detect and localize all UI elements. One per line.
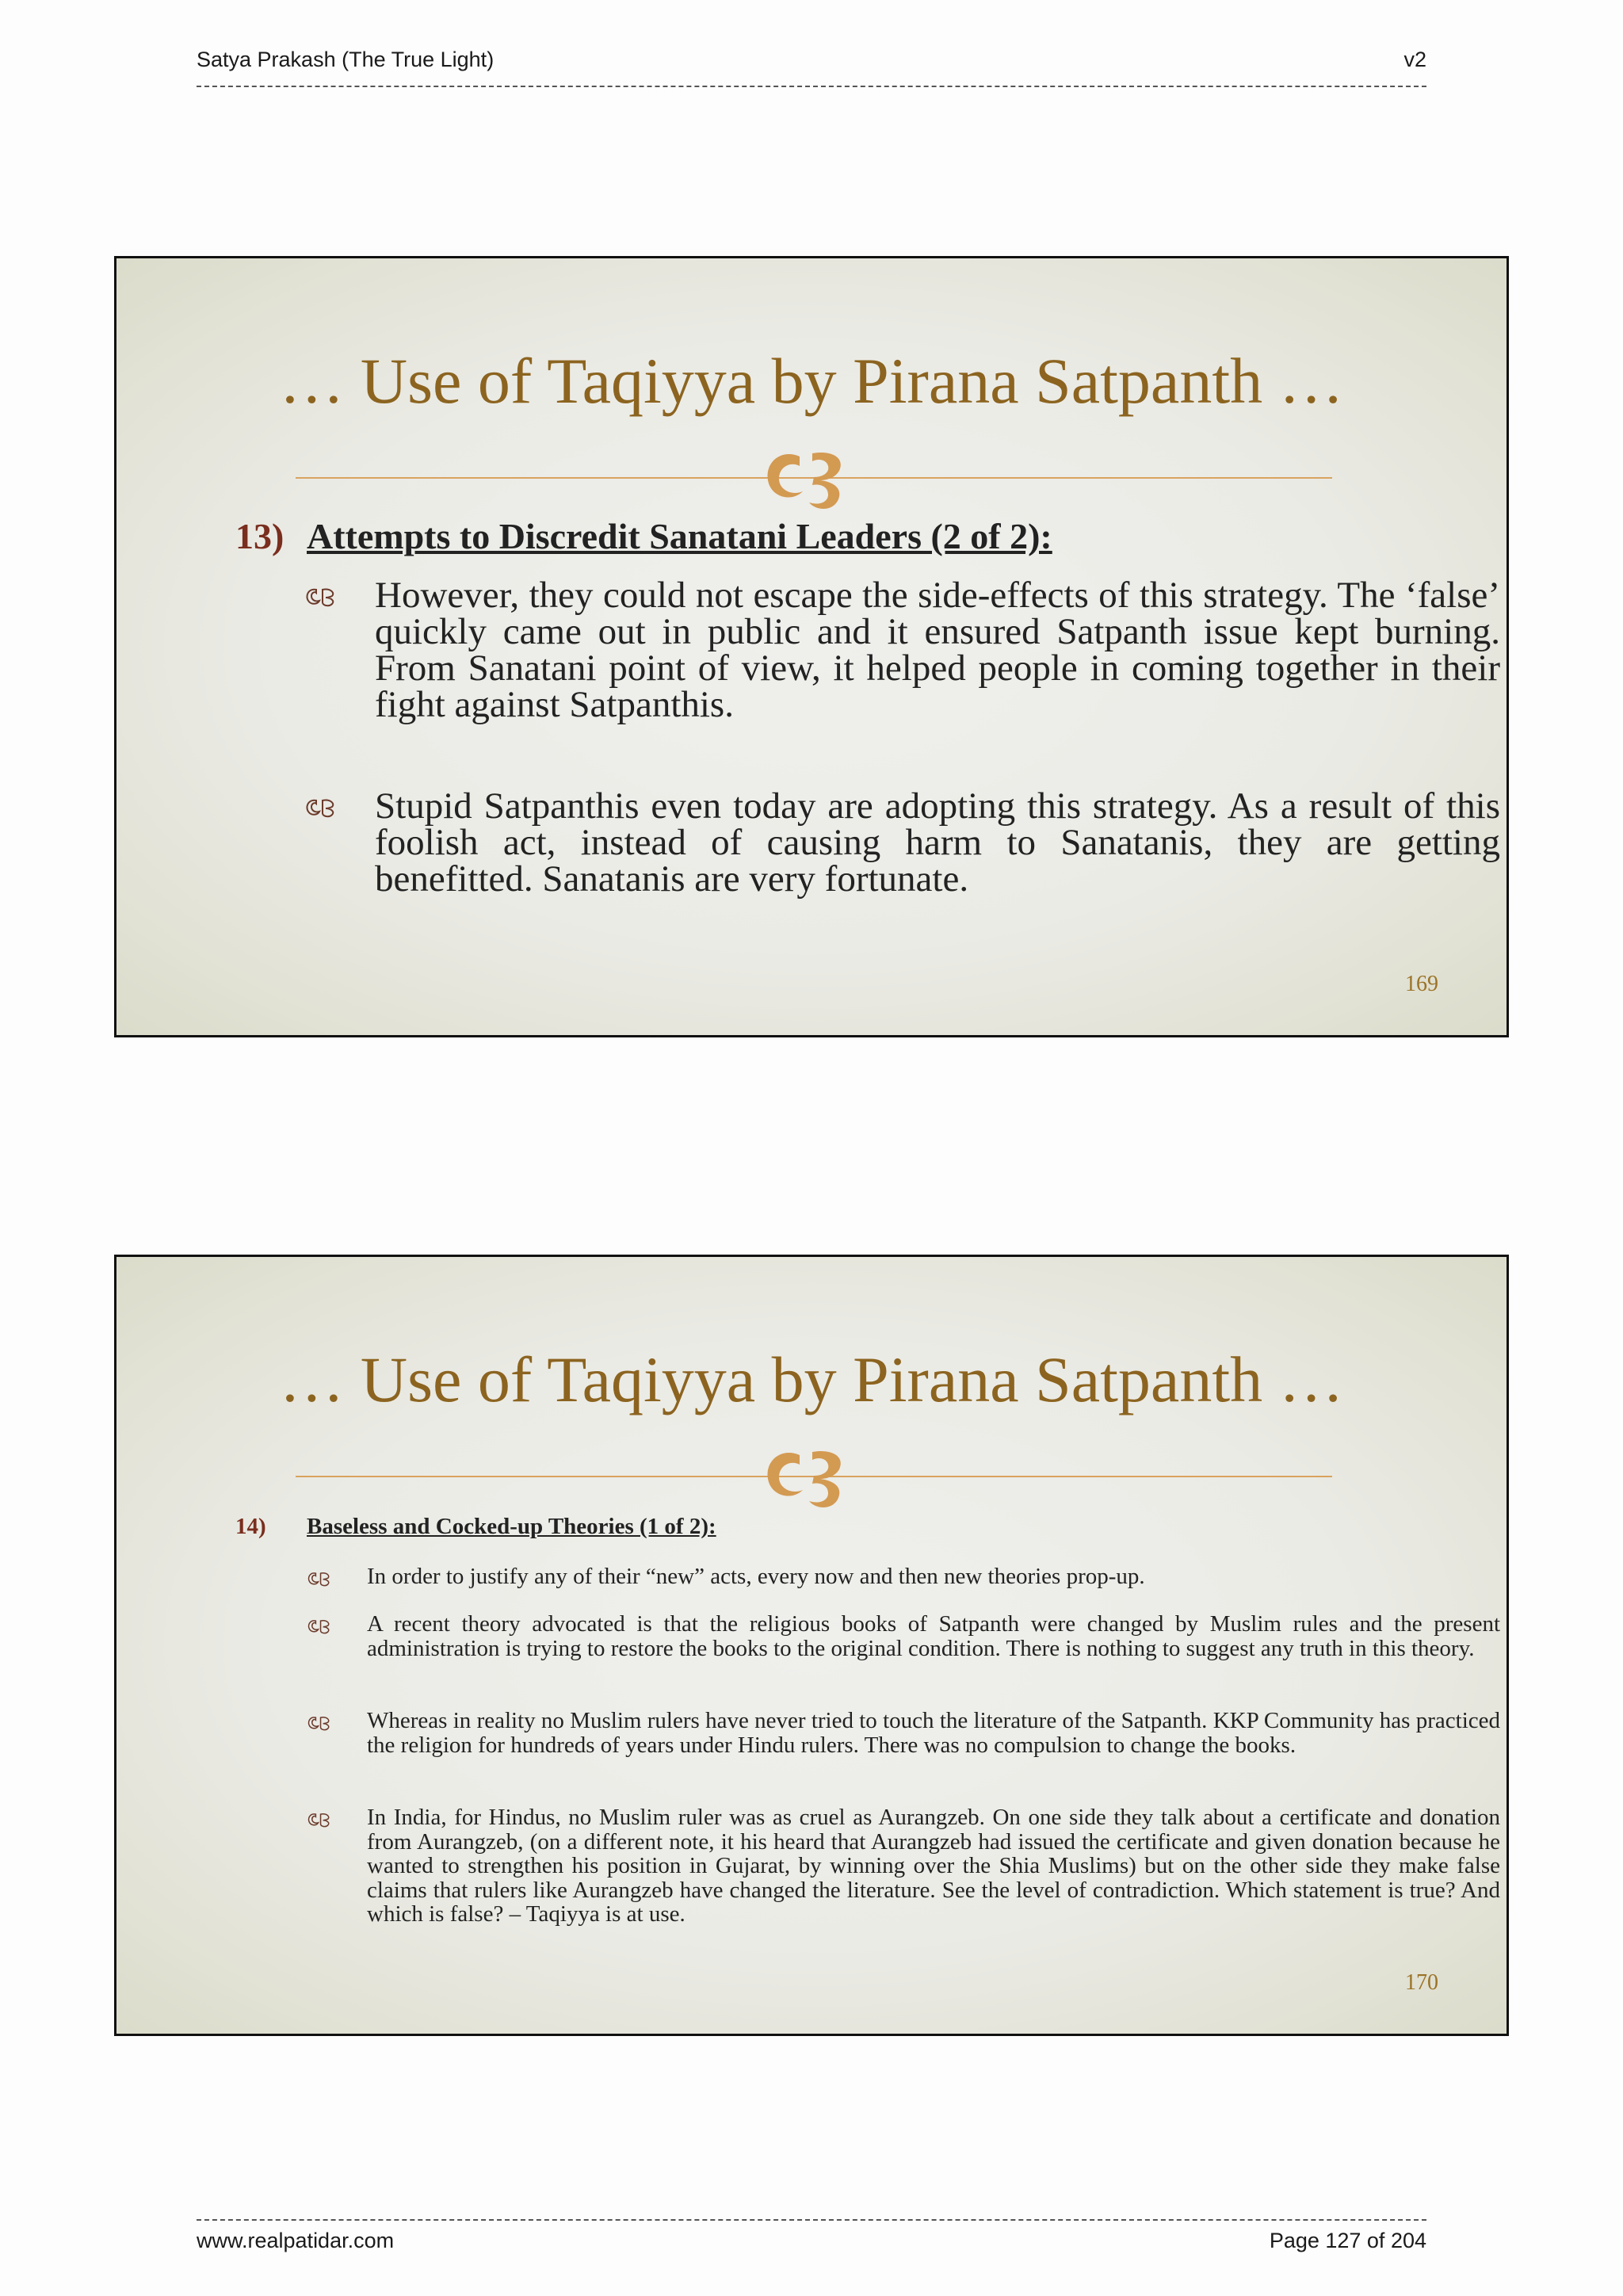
section-heading: Attempts to Discredit Sanatani Leaders (2 of 2): — [307, 516, 1052, 556]
section-number: 14) — [235, 1514, 266, 1539]
footer-page-number: Page 127 of 204 — [1269, 2229, 1426, 2252]
bullet-text: In order to justify any of their “new” acts, every now and then new theories prop-up. — [367, 1564, 1145, 1589]
flourish-ornament-icon — [750, 439, 869, 518]
header-divider — [197, 86, 1426, 87]
slide-title: … Use of Taqiyya by Pirana Satpanth … — [279, 345, 1344, 417]
footer-divider — [197, 2219, 1426, 2221]
bullet-flourish-icon — [305, 797, 337, 818]
bullet-text: Stupid Satpanthis even today are adopting this strategy. As a result of this foolish act, instead of causing harm to Sanatanis, they are getting benefitted. Sanatanis are very fortunate. — [375, 785, 1500, 900]
bullet-text: However, they could not escape the side-effects of this strategy. The ‘false’ quickly came out in public and it ensured Satpanth issue kept burning. From Sanatani point of view, it helped people in coming together in their fight against Satpanthis. — [375, 575, 1500, 725]
section-number: 13) — [235, 516, 285, 556]
bullet-flourish-icon — [307, 1571, 332, 1587]
slide-number: 170 — [1405, 1970, 1438, 1995]
slide-title: … Use of Taqiyya by Pirana Satpanth … — [279, 1343, 1344, 1415]
footer-website: www.realpatidar.com — [197, 2229, 395, 2252]
bullet-flourish-icon — [307, 1812, 332, 1828]
bullet-text: Whereas in reality no Muslim rulers have never tried to touch the literature of the Satpanth. KKP Community has practiced the religion for hundreds of years under Hindu rulers. There was no compulsion to change the books. — [367, 1708, 1500, 1758]
bullet-text: A recent theory advocated is that the religious books of Satpanth were changed by Muslim rules and the present administration is trying to restore the books to the original condition. There is nothing to suggest any truth in this theory. — [367, 1611, 1500, 1661]
slide-169 — [114, 256, 1509, 1037]
slide-170 — [114, 1255, 1509, 2036]
bullet-flourish-icon — [305, 586, 337, 607]
document-version: v2 — [1403, 48, 1426, 71]
section-heading: Baseless and Cocked-up Theories (1 of 2): — [307, 1514, 716, 1539]
slide-number: 169 — [1405, 972, 1438, 996]
flourish-ornament-icon — [750, 1438, 869, 1517]
document-header-title: Satya Prakash (The True Light) — [197, 48, 495, 71]
bullet-flourish-icon — [307, 1715, 332, 1731]
bullet-flourish-icon — [307, 1618, 332, 1634]
bullet-text: In India, for Hindus, no Muslim ruler was as cruel as Aurangzeb. On one side they talk about a certificate and donation from Aurangzeb, (on a different note, it his heard that Aurangzeb had issued the certificate and given donation because he wanted to strengthen his position in Gujarat, by winning over the Shia Muslims) but on the other side they make false claims that rulers like Aurangzeb have changed the literature. See the level of contradiction. Which statement is true? And which is false? – Taqiyya is at use. — [367, 1805, 1500, 1927]
